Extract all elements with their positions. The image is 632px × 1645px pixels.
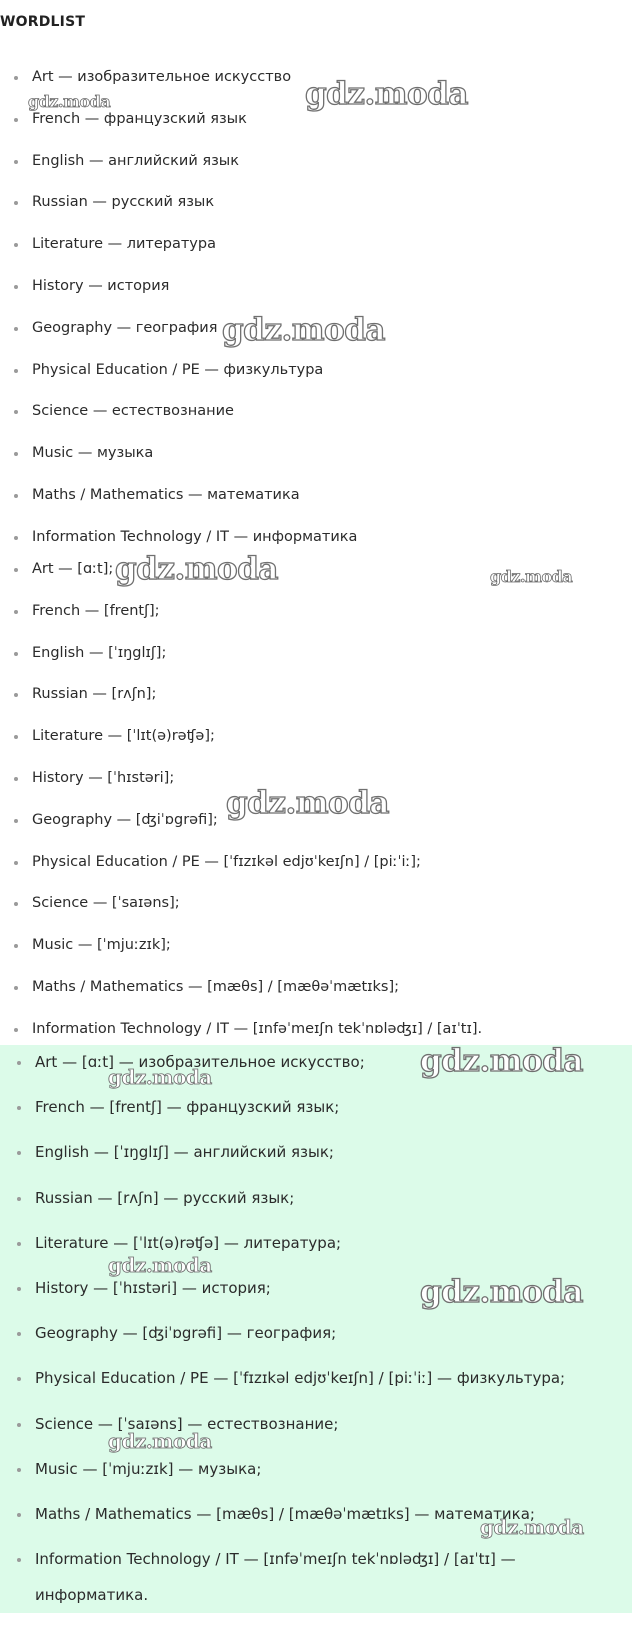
list-item-text: History — [ˈhɪstəri]; bbox=[32, 769, 175, 786]
bullet-icon bbox=[14, 327, 18, 331]
list-item-text: Art — [ɑːt]; bbox=[32, 561, 114, 577]
list-item-text: Literature — [ˈlɪt(ə)rəʧə]; bbox=[32, 728, 215, 745]
list-item-text: Music — [ˈmjuːzɪk] — музыка; bbox=[35, 1459, 262, 1478]
bullet-icon bbox=[14, 494, 18, 498]
list-item-text: Russian — русский язык bbox=[32, 194, 215, 211]
list-item-text: French — [frentʃ] — французский язык; bbox=[35, 1098, 340, 1117]
list-item-text: History — история bbox=[32, 277, 170, 294]
list-item-text: French — [frentʃ]; bbox=[32, 602, 160, 619]
watermark: gdz.moda bbox=[115, 551, 278, 587]
list-item-text: Geography — география bbox=[32, 319, 218, 336]
list-item-text: Physical Education / PE — [ˈfɪzɪkəl edjʊˈkeɪʃn] / [piːˈiː] — физкультура; bbox=[35, 1369, 566, 1388]
bullet-icon bbox=[14, 1028, 18, 1032]
watermark: gdz.moda bbox=[420, 1043, 583, 1079]
watermark: gdz.moda bbox=[108, 1253, 212, 1277]
list-item-text: French — французский язык bbox=[32, 110, 247, 127]
bullet-icon bbox=[14, 568, 18, 572]
page-title: WORDLIST bbox=[0, 14, 86, 30]
list-item-text: Maths / Mathematics — математика bbox=[32, 486, 300, 503]
list-item-text: Information Technology / IT — информатика bbox=[32, 528, 358, 545]
list-item-text: Maths / Mathematics — [mæθs] / [mæθəˈmætɪks] — математика; bbox=[35, 1504, 535, 1523]
bullet-icon bbox=[14, 536, 18, 540]
list-item-text: Geography — [ʤiˈɒgrəfi] — география; bbox=[35, 1324, 337, 1343]
bullet-icon bbox=[14, 610, 18, 614]
watermark: gdz.moda bbox=[226, 785, 389, 821]
bullet-icon bbox=[14, 819, 18, 823]
list-item-text: English — [ˈɪŋglɪʃ]; bbox=[32, 644, 167, 661]
list-item-text: Maths / Mathematics — [mæθs] / [mæθəˈmætɪks]; bbox=[32, 978, 400, 995]
bullet-icon bbox=[17, 1242, 21, 1246]
watermark: gdz.moda bbox=[480, 1515, 584, 1539]
bullet-icon bbox=[14, 986, 18, 990]
list-item-text: Music — музыка bbox=[32, 445, 154, 462]
list-item-text: Literature — [ˈlɪt(ə)rəʧə] — литература; bbox=[35, 1233, 342, 1252]
bullet-icon bbox=[14, 777, 18, 781]
bullet-icon bbox=[14, 285, 18, 289]
list-item-text: Art — изобразительное искусство bbox=[32, 69, 292, 85]
list-item-text: Physical Education / PE — физкультура bbox=[32, 361, 324, 378]
bullet-icon bbox=[14, 452, 18, 456]
list-item-text: Russian — [rʌʃn] — русский язык; bbox=[35, 1188, 295, 1207]
list-item-text: Science — [ˈsaɪəns] — естествознание; bbox=[35, 1414, 339, 1433]
list-item-text: History — [ˈhɪstəri] — история; bbox=[35, 1278, 271, 1297]
list-item-text: Literature — литература bbox=[32, 236, 216, 253]
watermark: gdz.moda bbox=[305, 76, 468, 112]
bullet-icon bbox=[14, 944, 18, 948]
bullet-icon bbox=[14, 76, 18, 80]
list-item-text: Science — [ˈsaɪəns]; bbox=[32, 895, 180, 912]
bullet-icon bbox=[14, 410, 18, 414]
bullet-icon bbox=[14, 735, 18, 739]
bullet-icon bbox=[17, 1423, 21, 1427]
list-item-text: Geography — [ʤiˈɒgrəfi]; bbox=[32, 811, 218, 828]
bullet-icon bbox=[14, 652, 18, 656]
bullet-icon bbox=[17, 1197, 21, 1201]
bullet-icon bbox=[14, 118, 18, 122]
bullet-icon bbox=[14, 160, 18, 164]
list-item-text: Music — [ˈmjuːzɪk]; bbox=[32, 937, 171, 954]
list-item-text: English — [ˈɪŋglɪʃ] — английский язык; bbox=[35, 1143, 334, 1162]
bullet-icon bbox=[17, 1287, 21, 1291]
bullet-icon bbox=[14, 902, 18, 906]
watermark: gdz.moda bbox=[108, 1429, 212, 1453]
list-item-text: Art — [ɑːt] — изобразительное искусство; bbox=[35, 1053, 365, 1071]
bullet-icon bbox=[17, 1468, 21, 1472]
bullet-icon bbox=[14, 693, 18, 697]
list-item-text: Physical Education / PE — [ˈfɪzɪkəl edjʊˈkeɪʃn] / [piːˈiː]; bbox=[32, 853, 421, 870]
bullet-icon bbox=[17, 1513, 21, 1517]
watermark: gdz.moda bbox=[222, 312, 385, 348]
bullet-icon bbox=[14, 861, 18, 865]
list-item-text: Information Technology / IT — [ɪnfəˈmeɪʃn tekˈnɒləʤɪ] / [aɪˈtɪ]. bbox=[32, 1020, 483, 1037]
list-item-text: Russian — [rʌʃn]; bbox=[32, 686, 157, 703]
bullet-icon bbox=[14, 243, 18, 247]
list-item-text: Information Technology / IT — [ɪnfəˈmeɪʃn tekˈnɒləʤɪ] / [aɪˈtɪ] — информатика. bbox=[35, 1550, 516, 1605]
list-item-text: Science — естествознание bbox=[32, 403, 234, 420]
list-item-text: English — английский язык bbox=[32, 152, 240, 169]
watermark: gdz.moda bbox=[28, 92, 111, 111]
watermark: gdz.moda bbox=[420, 1274, 583, 1310]
bullet-icon bbox=[14, 201, 18, 205]
watermark: gdz.moda bbox=[108, 1065, 212, 1089]
bullet-icon bbox=[14, 369, 18, 373]
bullet-icon bbox=[17, 1061, 21, 1065]
watermark: gdz.moda bbox=[490, 567, 573, 586]
